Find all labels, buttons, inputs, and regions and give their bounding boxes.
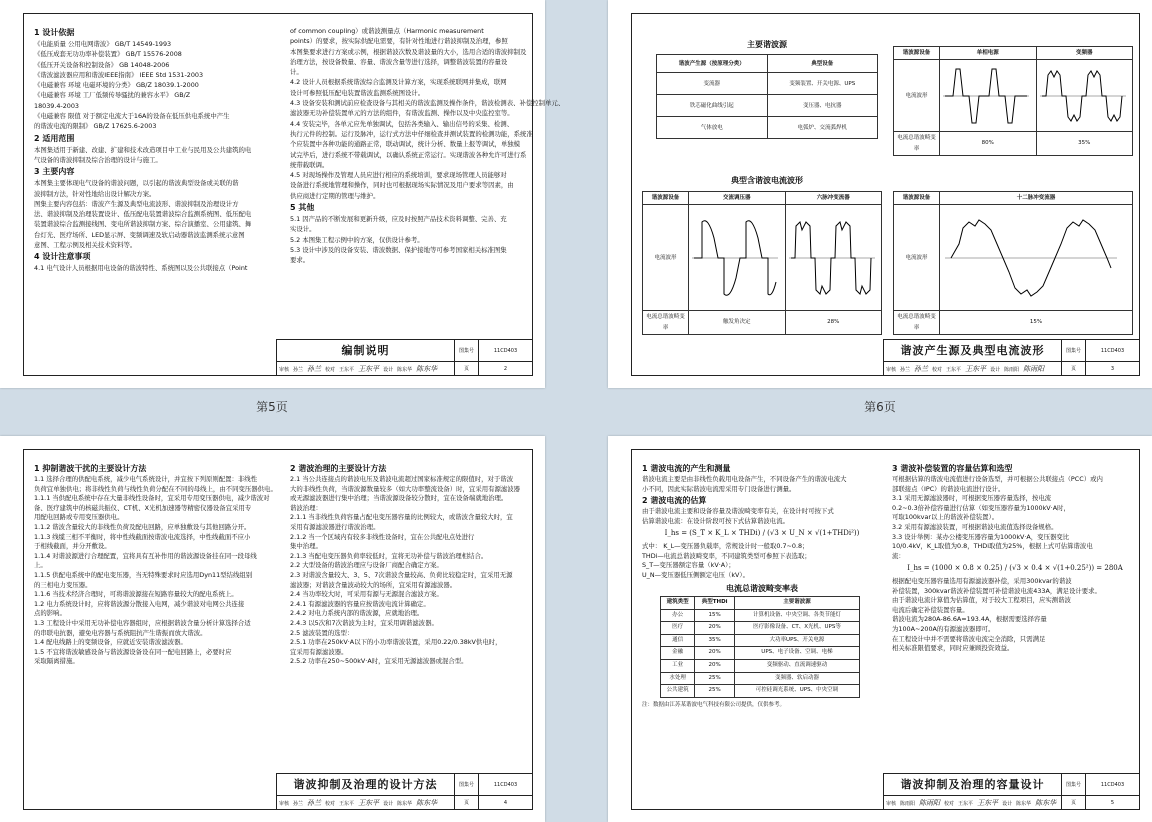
text-line: 集中治理。 (290, 542, 322, 551)
table-cell: 水处理 (661, 672, 695, 685)
table-cell: 医疗 (661, 622, 695, 635)
text-line: 气设备的谐波抑制及综合治理的设计与施工。 (34, 155, 162, 164)
text-line: 备、医疗建筑中的核磁共振仪、CT机、X光机加速器等精密仪器设备宜采用专 (34, 503, 252, 512)
table-cell: 25% (695, 685, 735, 698)
atlas-number-label: 图集号 (455, 340, 479, 362)
text-line: 可取100kvar以上的谐波补偿装置）。 (892, 513, 999, 522)
text-line: U_N—变压器低压侧额定电压（kV）。 (642, 570, 749, 579)
text-line: 用配电回路或专用变压器供电。 (34, 513, 124, 522)
thd-value: 80% (940, 132, 1037, 156)
text-line: THDi—电流总谐波畸变率，不同建筑类型可参照下表选取； (642, 551, 811, 560)
signature-row (884, 362, 1062, 376)
text-line: 的三相电力变压器。 (34, 580, 92, 589)
inverter-waveform (1038, 63, 1128, 129)
text-column-left (34, 462, 280, 799)
text-line: 法、谐波抑制及治理装置设计、低压配电装置谐波综合监测系统图、低压配电 (34, 210, 252, 219)
text-line: 台灯光、医疗场所、LED显示屏、变频调速及软启动器谐波监测系统示意图 (34, 230, 245, 239)
text-line: 1 抑制谐波干扰的主要设计方法 (34, 464, 147, 473)
text-column-right (892, 462, 1138, 769)
table-row (661, 659, 860, 672)
text-line: 根据配电变压器容量选用有源滤波器补偿，采用300kvar的谐波 (892, 576, 1072, 585)
ac-regulator-waveform (690, 208, 780, 308)
table-cell: 变频驱动、直流调速驱动 (734, 659, 859, 672)
text-line: 由于谐波电流主要和设备容量及谐波畸变率有关，在设计时可按下式 (642, 507, 834, 516)
thd-value: 35% (1036, 132, 1133, 156)
page-label: 页 (455, 796, 479, 810)
text-line: 估算谐波电流：在设计阶段可按下式估算谐波电流。 (642, 516, 789, 525)
table-cell: 可控硅调光系统、UPS、中央空调 (734, 685, 859, 698)
signature-field: 陈东华 (1016, 800, 1032, 807)
signature-row (277, 796, 455, 810)
signature-field: 王东平 (339, 800, 355, 807)
table-note: 注：数据由江苏某谐波电气科技有限公司提供，仅供参考。 (642, 701, 786, 708)
text-line: 谐波电流为280A-86.6A=193.4A，根据需要选择容量 (892, 615, 1047, 624)
text-line: 治理方法，按设备数量、容量、谐波含量等进行选择，调整谐波装置的容量设 (290, 57, 508, 66)
table-header: 谐波源设备 (643, 192, 689, 205)
page-content (34, 462, 524, 799)
row-label: 电流波形 (894, 60, 940, 132)
text-line: 4.3 设备安装和测试前应检查设备与其相关的谐波监测及操作条件，谐波检测表、补偿控制单元、 (290, 99, 565, 108)
text-line: 2.5 滤波装置的选型： (290, 628, 354, 637)
table-header: 变频器 (1036, 47, 1133, 60)
text-line: 4.4 安装完毕，各单元应先单独调试，包括各类输入、输出信号的采集、检测、 (290, 119, 514, 128)
signature-field: 校对 (325, 366, 336, 373)
sheet-title: 编制说明 (277, 340, 455, 362)
intro-text (642, 463, 882, 526)
text-line: 2.1 当公共连接点的谐波电压及谐波电流超过国家标准规定的限值时，对于谐波 (290, 475, 514, 483)
signature: 孙兰 (914, 365, 929, 373)
waveform-table-top (893, 46, 1133, 156)
text-line: of common coupling）或谐波测量点（Harmonic measurement (290, 27, 484, 35)
text-line: 本图集主要体现电气设备的谐波问题，以引起的谐波典型设备或关联的谐 (34, 179, 239, 188)
text-line: 2.2 大型设备的谐波治理应与设备厂商配合确定方案。 (290, 561, 443, 570)
text-line: 滤波器；对谐波含量波动较大的场所，宜采用有源滤波器。 (290, 580, 457, 589)
text-column-right (290, 462, 530, 769)
text-line: 5 其他 (290, 203, 315, 213)
text-line: 1.1 选择合理的供配电系统，减少电气系统设计，并宜按下列原则配置：非线性 (34, 475, 258, 483)
table-header: 交流调压器 (689, 192, 786, 205)
table-cell: 20% (695, 647, 735, 660)
text-line: 1.3 工程设计中采用无功补偿电容器组时，应根据谐波含量分析计算选择合适 (34, 618, 251, 627)
table-row (661, 634, 860, 647)
table-cell: 25% (695, 672, 735, 685)
table-header: 谐波源设备 (894, 192, 940, 205)
signature-field: 校对 (932, 366, 943, 373)
text-line: 1.5 不宜将谐波敏感设备与谐波源设备设在同一配电回路上，必要时应 (34, 647, 232, 656)
signature-row (277, 362, 455, 376)
text-line: 部联接点（IPC）的谐波电流进行设计。 (892, 484, 1005, 493)
title-block (276, 773, 532, 809)
text-line: 装置谐波综合监测接线图、变电所谐波抑制方案、综合演播室、公用建筑、舞 (34, 220, 252, 229)
text-line: 的串联电抗器，避免电容器与系统阻抗产生谐振而放大谐波。 (34, 628, 207, 637)
atlas-number: 11CD403 (1086, 340, 1139, 362)
table-row (661, 647, 860, 660)
text-line: 图集主要内容包括：谐波产生源及典型电流波形、谐波抑制及治理设计方 (34, 199, 239, 208)
text-line: 采取隔离措施。 (34, 657, 79, 666)
signature-field: 王东平 (958, 800, 974, 807)
signature-field: 孙兰 (293, 366, 304, 373)
atlas-number: 11CD403 (1086, 774, 1139, 796)
table-header: 谐波产生源（按原理分类） (657, 55, 768, 73)
text-line: 1 谐波电流的产生和测量 (642, 464, 731, 473)
text-line: 5.3 设计中涉及的设备安装、谐波数据、保护接地等可参考国家相关标准图集 (290, 245, 507, 254)
text-line: 执行元件的控制。运行及脉冲，运行式方法中仔细检查并测试装置的检测功能，系统准 (290, 129, 533, 138)
thd-value: 15% (940, 311, 1133, 335)
text-line: 5.2 本图集工程示例中的方案，仅供设计参考。 (290, 235, 424, 244)
text-line: 由于谐波电流计算值为估算值，对于较大工程项目，应实测谐波 (892, 596, 1071, 605)
page-label: 页 (455, 362, 479, 376)
text-line: 滤波器无功补偿装置单元的方法的组件，有谐波监测、操作以及中央监控室等。 (290, 109, 514, 118)
atlas-number-label: 图集号 (455, 774, 479, 796)
page-number: 2 (503, 366, 508, 372)
text-line: 《电磁兼容 限值 对于额定电流大于16A的设备在低压供电系统中产生 (34, 112, 230, 121)
text-line: 可根据估算的谐波电流值进行设备选型，并可根据公共联接点（PCC）或内 (892, 475, 1103, 483)
text-line: 负荷宜单独供电；将非线性负荷与线性负荷分配在不同的母线上，由不同变压器供电。 (34, 484, 277, 493)
row-label: 电流总谐波畸变率 (643, 311, 689, 335)
signature-field: 审核 (279, 366, 290, 373)
page-label: 页 (1062, 362, 1086, 376)
text-line: 10/0.4kV，K_L取值为0.8，THDi取值为25%，根据上式可估算谐波电 (892, 542, 1093, 551)
text-line: 本图集适用于新建、改建、扩建和技术改造项目中工业与民用及公共建筑的电 (34, 145, 252, 154)
signature: 陈东华 (416, 365, 438, 373)
signature-field: 王东平 (946, 366, 962, 373)
text-line: 要求。 (290, 256, 310, 265)
text-line: 0.2~0.3倍补偿容量进行估算（如变压器容量为1000kV·A时， (892, 503, 1070, 512)
text-line: 18039.4-2003 (34, 101, 79, 110)
text-line: 1.2 电力系统设计时，应将谐波源分散接入电网，减少谐波对电网公共连接 (34, 599, 245, 608)
signature-field: 设计 (383, 800, 394, 807)
text-line: 3.1 采用无源滤波器时，可根据变压器容量选择，按电流 (892, 494, 1052, 503)
table-row (661, 622, 860, 635)
text-line: 设计可参照低压配电装置谐波监测系统图设计。 (290, 88, 425, 97)
table-cell: 工业 (661, 659, 695, 672)
table-cell: 医疗影像设备、CT、X光机、UPS等 (734, 622, 859, 635)
formula-definitions (642, 542, 882, 580)
table-cell: 变流器 (657, 73, 768, 95)
signature: 陈雨阳 (1023, 365, 1045, 373)
signature-row (884, 796, 1062, 810)
text-line: 2.1.3 当配电变压器负荷率较低时，宜将无功补偿与谐波治理相结合。 (290, 551, 488, 560)
signature-field: 孙兰 (293, 800, 304, 807)
text-line: 《电能质量 公用电网谐波》 GB/T 14549-1993 (34, 40, 172, 48)
signature-field: 王东平 (339, 366, 355, 373)
waveform-cell (940, 60, 1037, 132)
text-line: 上。 (34, 561, 47, 570)
signature: 陈东华 (1035, 799, 1057, 807)
row-label: 电流波形 (643, 205, 689, 311)
text-line: 2.3 对谐波含量较大、3、5、7次谐波含量较高、负荷比较稳定时，宜采用无源 (290, 570, 513, 579)
text-line: 2.4 当功率较大时，可采用有源与无源混合滤波方案。 (290, 590, 443, 599)
text-line: 于相线截面，并分开敷设。 (34, 542, 111, 551)
table-cell: 办公 (661, 609, 695, 622)
table-header: 单相电源 (940, 47, 1037, 60)
text-line: 补偿装置，300kvar谐波补偿装置可补偿谐波电流433A，满足设计要求。 (892, 586, 1101, 595)
text-line: 1.4 配电线路上的变频设备，应就近安装谐波滤波器。 (34, 638, 187, 647)
table-cell: 大功率UPS、开关电源 (734, 634, 859, 647)
sizing-conclusion (892, 577, 1138, 654)
table-cell: 计算机设备、中央空调、各类节能灯 (734, 609, 859, 622)
waveform-section-title: 典型含谐波电流波形 (731, 176, 803, 185)
table-cell: 公共建筑 (661, 685, 695, 698)
atlas-number-label: 图集号 (1062, 774, 1086, 796)
text-line: 《电磁兼容 环境 工厂低频传导骚扰的兼容水平》 GB/Z (34, 91, 191, 100)
text-line: 5.1 因产品的不断发展和更新升级，应及时按照产品技术资料调整、完善、充 (290, 215, 507, 224)
text-line: 实设计。 (290, 225, 316, 234)
text-line: 《谐波滤波器应用和谐波IEEE指南》 IEEE Std 1531-2003 (34, 70, 204, 79)
section-title: 主要谐波源 (747, 40, 787, 49)
table-header: 典型设备 (767, 55, 877, 73)
table-header: 建筑类型 (661, 596, 695, 609)
page-number: 4 (503, 800, 508, 806)
atlas-number: 11CD403 (479, 774, 532, 796)
title-block (883, 773, 1139, 809)
signature-field: 设计 (990, 366, 1001, 373)
waveform-table-bottom-left (642, 191, 882, 335)
thd-table (660, 596, 860, 698)
signature-field: 陈雨阳 (900, 800, 916, 807)
text-line: 2 适用范围 (34, 133, 75, 143)
text-line: 谐波电流主要是由非线性负载用电设备产生，不同设备产生的谐波电流大 (642, 475, 847, 483)
table-header: 谐波源设备 (894, 47, 940, 60)
text-column-left (34, 26, 280, 335)
text-line: 本图集要求进行方案或示例，根据谐波次数及谐波量的大小，选用合适的谐波抑制及 (290, 47, 527, 56)
page-5-sheet[interactable] (608, 436, 1152, 822)
text-line: 采用有源滤波器进行谐波治理。 (290, 522, 380, 531)
text-line: 2.4.2 对电力系统内部的谐波源，应就地治理。 (290, 609, 424, 618)
signature-field: 陈东华 (397, 366, 413, 373)
signature: 陈雨阳 (919, 799, 941, 807)
text-line: 相关标准限值要求，同时应兼顾投资效益。 (892, 644, 1014, 653)
table-cell: 气体放电 (657, 117, 768, 139)
thd-value: 28% (785, 311, 882, 335)
thd-value: 触发角决定 (689, 311, 786, 335)
drawing-frame (631, 13, 1140, 376)
text-line: 《低压成套无功功率补偿装置》 GB/T 15576-2008 (34, 50, 182, 59)
table-header: 十二脉冲变流器 (940, 192, 1133, 205)
drawing-frame (631, 449, 1140, 810)
signature: 王东平 (965, 365, 987, 373)
twelve-pulse-waveform (941, 208, 1121, 308)
text-line: 的谐波电流的限制》 GB/Z 17625.6-2003 (34, 122, 157, 131)
text-line: 流： (892, 551, 905, 560)
page-content (642, 462, 1131, 799)
table-row (661, 609, 860, 622)
table-cell: UPS、电子设备、空调、电梯 (734, 647, 859, 660)
row-label: 电流波形 (894, 205, 940, 311)
text-line: 电流后确定补偿装置容量。 (892, 605, 969, 614)
page-number: 5 (1110, 800, 1115, 806)
title-block (883, 339, 1139, 375)
sizing-text (892, 463, 1138, 561)
text-line: 3.2 采用有源滤波装置，可根据谐波电流值选择设备规格。 (892, 522, 1058, 531)
signature: 孙兰 (307, 365, 322, 373)
text-line: 供应商进行定期的管理与维护。 (290, 191, 380, 200)
signature-field: 设计 (1002, 800, 1013, 807)
text-column-left (642, 462, 882, 799)
signature-field: 校对 (325, 800, 336, 807)
text-line: 2 谐波治理的主要设计方法 (290, 464, 387, 473)
table-header: 六脉冲变流器 (785, 192, 882, 205)
text-line: 小不同，因此实际谐波电流需采用专门设备进行测量。 (642, 484, 796, 493)
six-pulse-waveform (787, 208, 877, 308)
signature-field: 审核 (279, 800, 290, 807)
text-line: 《电磁兼容 环境 电磁环境的分类》 GB/Z 18039.1-2000 (34, 81, 199, 90)
table-row (661, 672, 860, 685)
signature: 王东平 (358, 365, 380, 373)
text-line: 2.1.2 当一个区域内有较多非线性设备时，宜在公共配电点处进行 (290, 532, 475, 541)
drawing-frame (23, 13, 565, 376)
text-line: 为100A~200A的有源滤波器即可。 (892, 624, 995, 633)
page-caption-left: 第5页 (256, 400, 288, 414)
page-4-sheet[interactable] (0, 436, 545, 822)
waveform-cell (1036, 60, 1133, 132)
sheet-title: 谐波抑制及治理的设计方法 (277, 774, 455, 796)
text-line: 在工程设计中并不需要将谐波电流完全消除，只需满足 (892, 634, 1046, 643)
example-formula: I_hs = (1000 × 0.8 × 0.25) / (√3 × 0.4 × √(1+0.25²)) = 280A (907, 564, 1123, 573)
page-content (34, 26, 565, 335)
row-label: 电流总谐波畸变率 (894, 311, 940, 335)
table-cell: 金融 (661, 647, 695, 660)
text-line: 设备进行系统地管理和操作，同时也可根据现场实际情况及用户要求等因素，由 (290, 181, 514, 190)
text-line: 2.5.1 功率在250kV·A以下的小功率谐波装置，采用0.22/0.38kV供电时， (290, 638, 502, 647)
text-line: 3 主要内容 (34, 167, 75, 177)
signature-field: 审核 (886, 800, 897, 807)
text-line: S_T—变压器额定容量（kV·A）； (642, 561, 735, 570)
signature: 孙兰 (307, 799, 322, 807)
signature-field: 陈雨阳 (1004, 366, 1020, 373)
text-line: 宜采用有源滤波器。 (290, 647, 348, 656)
text-line: 2.5.2 功率在250~500kV·A时，宜采用无源滤波器或混合型。 (290, 657, 468, 666)
text-line: 2.4.3 以5次和7次谐波为主时，宜采用调谐滤波器。 (290, 618, 438, 627)
table-row (661, 685, 860, 698)
text-line: 《低压开关设备和控制设备》 GB 14048-2006 (34, 60, 170, 69)
table-cell: 铁芯磁化曲线引起 (657, 95, 768, 117)
table-cell: 20% (695, 622, 735, 635)
thd-table-title: 电流总谐波畸变率表 (726, 584, 798, 594)
text-line: 3.3 设计举例：某办公楼变压器容量为1000kV·A，变压器变比 (892, 532, 1070, 541)
text-line: 1.1.4 对谐波源进行合理配置，宜将具有互补作用的谐波源设备挂在同一段母线 (34, 551, 257, 560)
table-header: 典型THDi (695, 596, 735, 609)
text-line: 大的非线性负荷，当谐波源数量较多（如大功率整流设备）时，宜采用有源滤波器 (290, 484, 521, 493)
table-cell: 通信 (661, 634, 695, 647)
table-header: 主要谐波源 (734, 596, 859, 609)
text-line: 4.2 设计人员根据系统谐波综合监测及计算方案，实现系统联网并集成，联网 (290, 78, 507, 87)
text-line: 2 谐波电流的估算 (642, 496, 707, 506)
signature-field: 校对 (944, 800, 955, 807)
table-cell: 电弧炉、交流弧焊机 (767, 117, 877, 139)
text-line: 谐波治理： (290, 503, 322, 512)
waveform-cell (785, 205, 882, 311)
text-line: 3 谐波补偿装置的容量估算和选型 (892, 464, 1013, 473)
text-line: 1.1.2 谐波含量较大的非线性负荷及配电回路，应单独敷设与其他回路分开。 (34, 522, 251, 531)
signature: 陈东华 (416, 799, 438, 807)
title-block (276, 339, 532, 375)
signature-field: 审核 (886, 366, 897, 373)
page-label: 页 (1062, 796, 1086, 810)
harmonic-sources-table (656, 54, 878, 139)
text-line: 意图、工程示例及相关技术资料等。 (34, 241, 137, 250)
signature-field: 陈东华 (397, 800, 413, 807)
atlas-number: 11CD403 (479, 340, 532, 362)
text-line: 个应装置中各种功能的通路正常，联动调试，统计分析、数量上报等调试，单独模 (290, 140, 521, 149)
text-line: 1 设计依据 (34, 28, 75, 37)
text-line: 计。 (290, 68, 303, 77)
signature-field: 孙兰 (900, 366, 911, 373)
text-line: 1.1.6 当技术经济合理时，可将谐波源接在短路容量较大的配电系统上。 (34, 590, 238, 599)
text-line: 1.1.1 当供配电系统中存在大量非线性设备时，宜采用专用变压器供电，减少谐波对 (34, 494, 270, 503)
text-column-right (290, 26, 565, 335)
table-cell: 20% (695, 659, 735, 672)
drawing-frame (23, 449, 533, 810)
signature-field: 设计 (383, 366, 394, 373)
page-content (642, 26, 1131, 337)
waveform-table-bottom-right (893, 191, 1133, 335)
single-phase-waveform (941, 63, 1031, 129)
text-line: 统带载联调。 (290, 160, 329, 169)
text-line: 或无源滤波器进行集中治理；当谐波源设备较分散时，宜在设备端就地治理。 (290, 494, 508, 503)
table-cell: 变频装置、开关电源、UPS (767, 73, 877, 95)
row-label: 电流总谐波畸变率 (894, 132, 940, 156)
page-3-sheet[interactable] (608, 0, 1152, 388)
text-line: 4 设计注意事项 (34, 252, 91, 262)
table-cell: 变压器、电抗器 (767, 95, 877, 117)
atlas-number-label: 图集号 (1062, 340, 1086, 362)
text-line: 试完毕后，进行系统不带载调试，以确认系统正常运行。实现谐波各种允许可进行系 (290, 150, 527, 159)
signature: 王东平 (358, 799, 380, 807)
text-line: 2.1.1 当非线性负荷容量占配电变压器容量的比例较大，或谐波含量较大时，宜 (290, 513, 513, 522)
text-line: 1.1.3 线缆三相不平衡时，将中性线截面按谐波电流选择，中性线截面不应小 (34, 532, 251, 541)
sheet-title: 谐波产生源及典型电流波形 (884, 340, 1062, 362)
page-2-sheet[interactable] (0, 0, 565, 388)
text-line: 2.4.1 有源滤波器的容量应按谐波电流计算确定。 (290, 599, 430, 608)
text-line: 点的影响。 (34, 609, 66, 618)
text-line: 4.1 电气设计人员根据用电设备的谐波特性、系统图以及公共联接点（Point (34, 264, 248, 273)
sheet-title: 谐波抑制及治理的容量设计 (884, 774, 1062, 796)
waveform-cell (689, 205, 786, 311)
page-caption-right: 第6页 (864, 400, 896, 414)
text-line: points）的要求，按实际供配电需要，有针对性地进行谐波抑制及治理，参照 (290, 37, 508, 46)
harmonic-current-formula: I_hs = (S_T × K_L × THDi) / (√3 × U_N × √(1+THDi²)) (664, 529, 860, 538)
waveform-cell (940, 205, 1133, 311)
text-line: 1.1.5 供配电系统中的配电变压器，当无特殊要求时应选用Dyn11型结线组别 (34, 570, 253, 579)
harmonic-sources-section (656, 40, 878, 139)
text-line: 波抑制方法，针对性地给出设计解决方案。 (34, 189, 156, 198)
signature: 王东平 (977, 799, 999, 807)
table-cell: 变频器、软启动器 (734, 672, 859, 685)
table-cell: 35% (695, 634, 735, 647)
page-number: 3 (1110, 366, 1115, 372)
text-line: 式中： K_L—变压器负载率，常规设计时一般取0.7~0.8； (642, 541, 809, 550)
table-cell: 15% (695, 609, 735, 622)
text-line: 4.5 对现场操作及管理人员应进行相应的系统培训，要求现场管理人员能够对 (290, 171, 507, 180)
